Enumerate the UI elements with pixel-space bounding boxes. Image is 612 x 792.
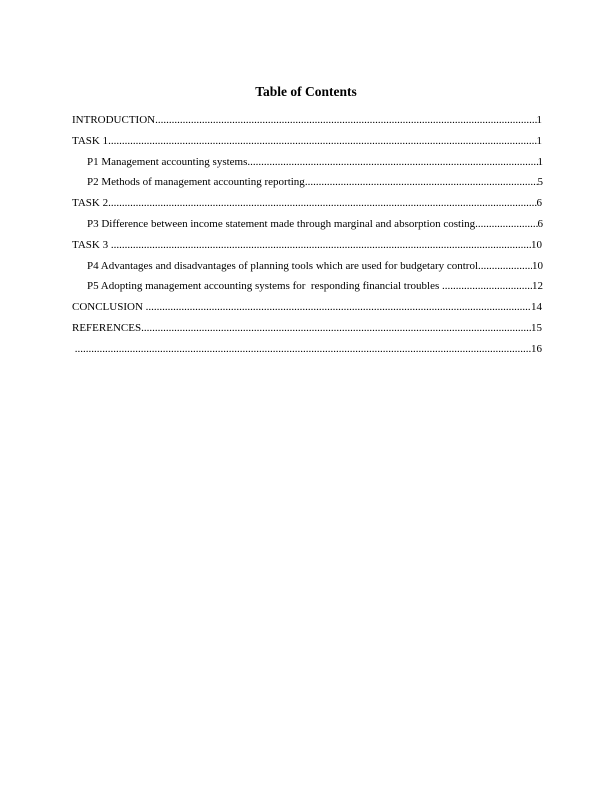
toc-entry[interactable] — [72, 155, 543, 176]
toc-entry[interactable] — [72, 238, 542, 259]
toc-leader-dots — [475, 217, 537, 231]
toc-leader-dots — [75, 342, 531, 356]
toc-entry-page-number: 12 — [532, 280, 543, 293]
toc-entry[interactable] — [72, 259, 543, 280]
toc-entry-page-number: 1 — [537, 155, 543, 168]
toc-entry[interactable] — [72, 175, 543, 196]
toc-entry-page-number: 6 — [537, 217, 543, 230]
toc-title: Table of Contents — [255, 84, 357, 99]
toc-entry-page-number: 14 — [531, 301, 542, 314]
toc-leader-dots — [146, 300, 531, 314]
toc-entry-label: TASK 3 — [72, 238, 111, 251]
toc-entry[interactable] — [72, 321, 542, 342]
toc-entry-page-number: 10 — [531, 238, 542, 251]
toc-entry-label: P5 Adopting management accounting systems for responding financial troubles — [87, 280, 442, 293]
toc-entry-label: TASK 1 — [72, 134, 109, 147]
toc-entry-page-number: 1 — [536, 114, 542, 126]
toc-leader-dots — [305, 175, 538, 189]
toc-entry-page-number: 5 — [537, 176, 543, 189]
toc-leader-dots — [141, 321, 531, 335]
toc-entry[interactable] — [72, 300, 542, 321]
toc-entry[interactable] — [72, 196, 542, 217]
toc-entry[interactable] — [72, 134, 542, 155]
toc-entry-page-number: 15 — [531, 321, 542, 334]
toc-entry-label: REFERENCES — [72, 321, 142, 334]
toc-leader-dots — [478, 259, 532, 273]
toc-leader-dots — [108, 134, 536, 148]
toc-entry-page-number: 6 — [536, 197, 542, 210]
toc-entry[interactable] — [72, 113, 542, 134]
toc-entry[interactable] — [72, 342, 542, 363]
toc-entry[interactable] — [72, 279, 543, 300]
toc-leader-dots — [108, 196, 536, 210]
toc-entry-page-number: 10 — [532, 259, 543, 272]
toc-leader-dots — [442, 279, 532, 293]
toc-entry-page-number: 1 — [536, 134, 542, 147]
toc-list — [72, 113, 542, 363]
toc-entry-label: P3 Difference between income statement made through marginal and absorption costing — [87, 217, 476, 230]
toc-entry-label: P4 Advantages and disadvantages of planning tools which are used for budgetary control — [87, 259, 479, 272]
toc-leader-dots — [155, 113, 536, 127]
toc-entry-page-number: 16 — [531, 342, 542, 355]
toc-entry-label: P1 Management accounting systems — [87, 155, 248, 168]
toc-leader-dots — [111, 238, 531, 252]
toc-entry[interactable] — [72, 217, 543, 238]
toc-entry-label: CONCLUSION — [72, 301, 146, 314]
toc-leader-dots — [247, 155, 537, 169]
toc-entry-label: TASK 2 — [72, 197, 109, 210]
toc-entry-label: INTRODUCTION — [72, 114, 156, 126]
toc-entry-label: P2 Methods of management accounting reporting — [87, 176, 305, 189]
